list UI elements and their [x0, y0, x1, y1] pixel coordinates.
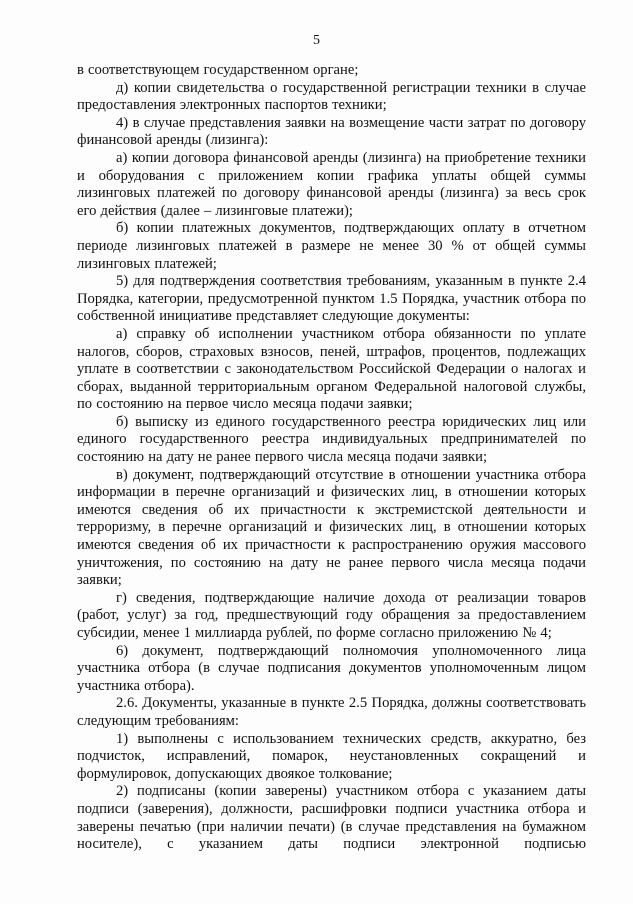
paragraph: в) документ, подтверждающий отсутствие в отношении участника отбора информации в перечне организаций и физических лиц, в отношении которых имеются сведения об их причастности к экстремистской деятельности и терроризму, в перечне организаций и физических лиц, в отношении которых имеются сведения об их причастности к распространению оружия массового уничтожения, по состоянию на дату не ранее первого числа месяца подачи заявки; [77, 466, 586, 589]
paragraph: г) сведения, подтверждающие наличие дохода от реализации товаров (работ, услуг) за год, предшествующий году обращения за предоставлением субсидии, менее 1 миллиарда рублей, по форме согласно приложению № 4; [77, 589, 586, 641]
document-body [77, 62, 586, 854]
paragraph: 2.6. Документы, указанные в пункте 2.5 Порядка, должны соответствовать следующим требованиям: [77, 695, 586, 729]
paragraph: 5) для подтверждения соответствия требованиям, указанным в пункте 2.4 Порядка, категории, предусмотренной пунктом 1.5 Порядка, участник отбора по собственной инициативе представляет следующие документы: [77, 273, 586, 325]
paragraph: а) справку об исполнении участником отбора обязанности по уплате налогов, сборов, страховых взносов, пеней, штрафов, процентов, подлежащих уплате в соответствии с законодательством Российской Федерации о налогах и сборах, выданной территориальным органом Федеральной налоговой службы, по состоянию на первое число месяца подачи заявки; [77, 325, 586, 413]
paragraph: 6) документ, подтверждающий полномочия уполномоченного лица участника отбора (в случае подписания документов уполномоченным лицом участника отбора). [77, 642, 586, 694]
paragraph: 4) в случае представления заявки на возмещение части затрат по договору финансовой аренды (лизинга): [77, 114, 586, 149]
paragraph: а) копии договора финансовой аренды (лизинга) на приобретение техники и оборудования с приложением копии графика уплаты общей суммы лизинговых платежей по договору финансовой аренды (лизинга) за весь срок его действия (далее – лизинговые платежи); [77, 149, 586, 219]
paragraph: б) выписку из единого государственного реестра юридических лиц или единого государственного реестра индивидуальных предпринимателей по состоянию на дату не ранее первого числа месяца подачи заявки; [77, 413, 586, 466]
paragraph: б) копии платежных документов, подтверждающих оплату в отчетном периоде лизинговых платежей в размере не менее 30 % от общей суммы лизинговых платежей; [77, 220, 586, 272]
paragraph: 2) подписаны (копии заверены) участником отбора с указанием даты подписи (заверения), должности, расшифровки подписи участника отбора и заверены печатью (при наличии печати) (в случае представления на бумажном носителе), с указанием даты подписи электронной подписью [77, 783, 586, 853]
paragraph: в соответствующем государственном органе; [77, 62, 359, 78]
paragraph: 1) выполнены с использованием технических средств, аккуратно, без подчисток, исправлений, помарок, неустановленных сокращений и формулировок, допускающих двоякое толкование; [77, 730, 586, 782]
page-number: 5 [313, 33, 320, 48]
paragraph: д) копии свидетельства о государственной регистрации техники в случае предоставления электронных паспортов техники; [77, 79, 586, 114]
